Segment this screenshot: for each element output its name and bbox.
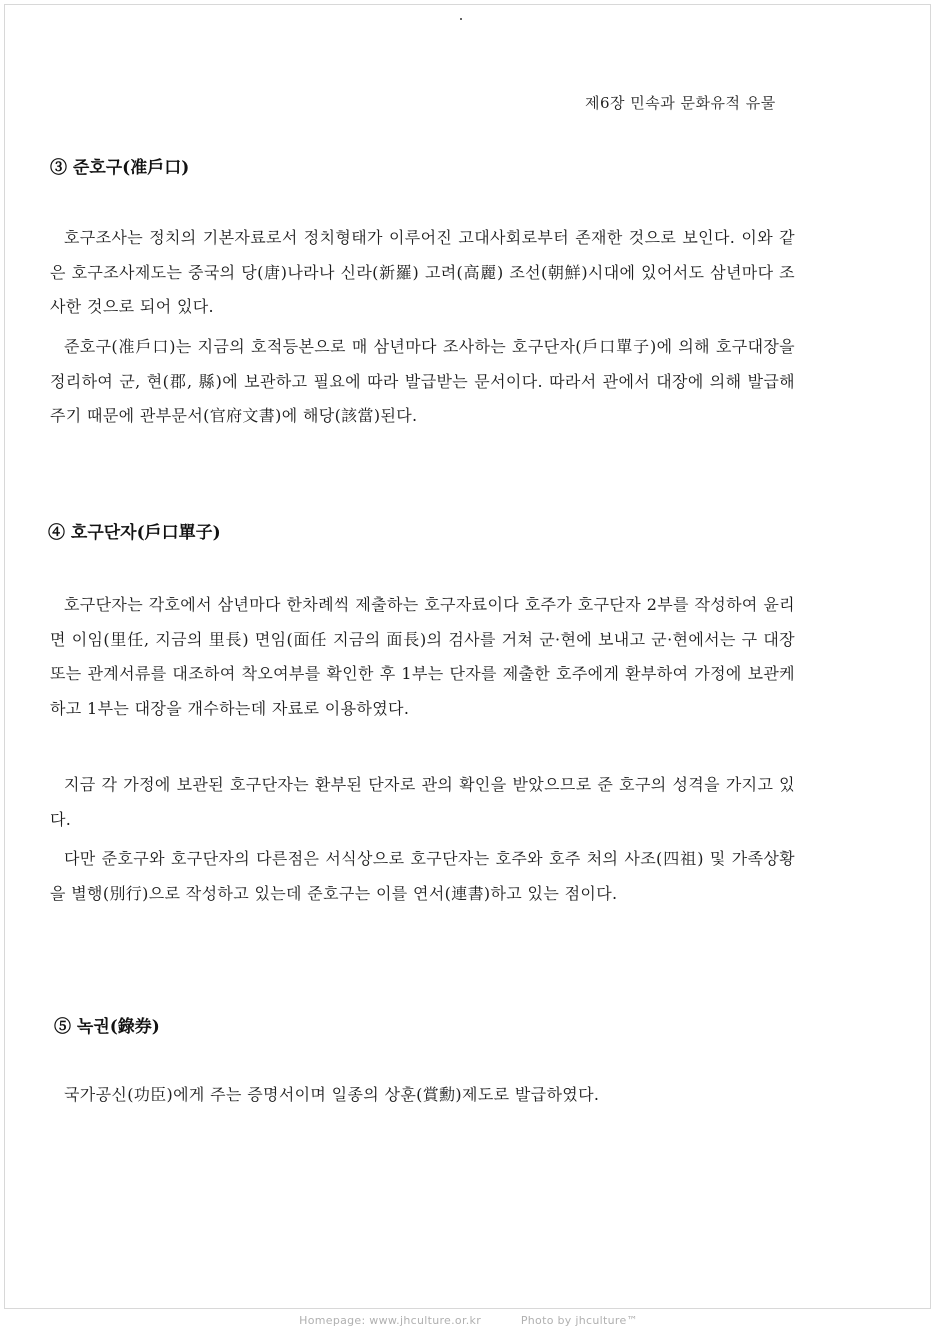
paragraph-jun-hogu-definition: 준호구(准戶口)는 지금의 호적등본으로 매 삼년마다 조사하는 호구단자(戶口單子)에 의해 호구대장을 정리하여 군, 현(郡, 縣)에 보관하고 필요에 따라 발급받는 문서이다. 따라서 관에서 대장에 의해 발급해 주기 때문에 관부문서(官府文書)에 해당(該當)된다. [50,337,795,426]
footer-homepage: Homepage: www.jhculture.or.kr [299,1314,482,1327]
footer-photo-credit: Photo by jhculture™ [520,1314,638,1327]
paragraph-hogu-danja-status: 지금 각 가정에 보관된 호구단자는 환부된 단자로 관의 확인을 받았으므로 준 호구의 성격을 가지고 있다. [50,775,795,829]
paragraph-hogu-survey: 호구조사는 정치의 기본자료로서 정치형태가 이루어진 고대사회로부터 존재한 것으로 보인다. 이와 같은 호구조사제도는 중국의 당(唐)나라나 신라(新羅) 고려(高麗) 조선(朝鮮)시대에 있어서도 삼년마다 조사한 것으로 되어 있다. [50,228,795,317]
scan-speck [460,18,462,20]
section-heading-jun-hogu: ③ 준호구(准戶口) [50,158,190,178]
paragraph-nokgwon-definition: 국가공신(功臣)에게 주는 증명서이며 일종의 상훈(賞勳)제도로 발급하였다. [64,1085,600,1104]
paragraph-hogu-difference: 다만 준호구와 호구단자의 다른점은 서식상으로 호구단자는 호주와 호주 처의 사조(四祖) 및 가족상황을 별행(別行)으로 작성하고 있는데 준호구는 이를 연서(連書)하고 있는 점이다. [50,849,795,903]
running-header: 제6장 민속과 문화유적 유물 [585,94,776,112]
section-heading-hogu-danja: ④ 호구단자(戶口單子) [48,523,221,543]
section-heading-nokgwon: ⑤ 녹권(錄券) [54,1017,160,1037]
page-footer [0,1314,937,1327]
paragraph-hogu-danja-definition: 호구단자는 각호에서 삼년마다 한차례씩 제출하는 호구자료이다 호주가 호구단자 2부를 작성하여 윤리면 이임(里任, 지금의 里長) 면임(面任 지금의 面長)의 검사를 거쳐 군·현에 보내고 군·현에서는 구 대장 또는 관계서류를 대조하여 착오여부를 확인한 후 1부는 단자를 제출한 호주에게 환부하여 가정에 보관케하고 1부는 대장을 개수하는데 자료로 이용하였다. [50,595,795,719]
